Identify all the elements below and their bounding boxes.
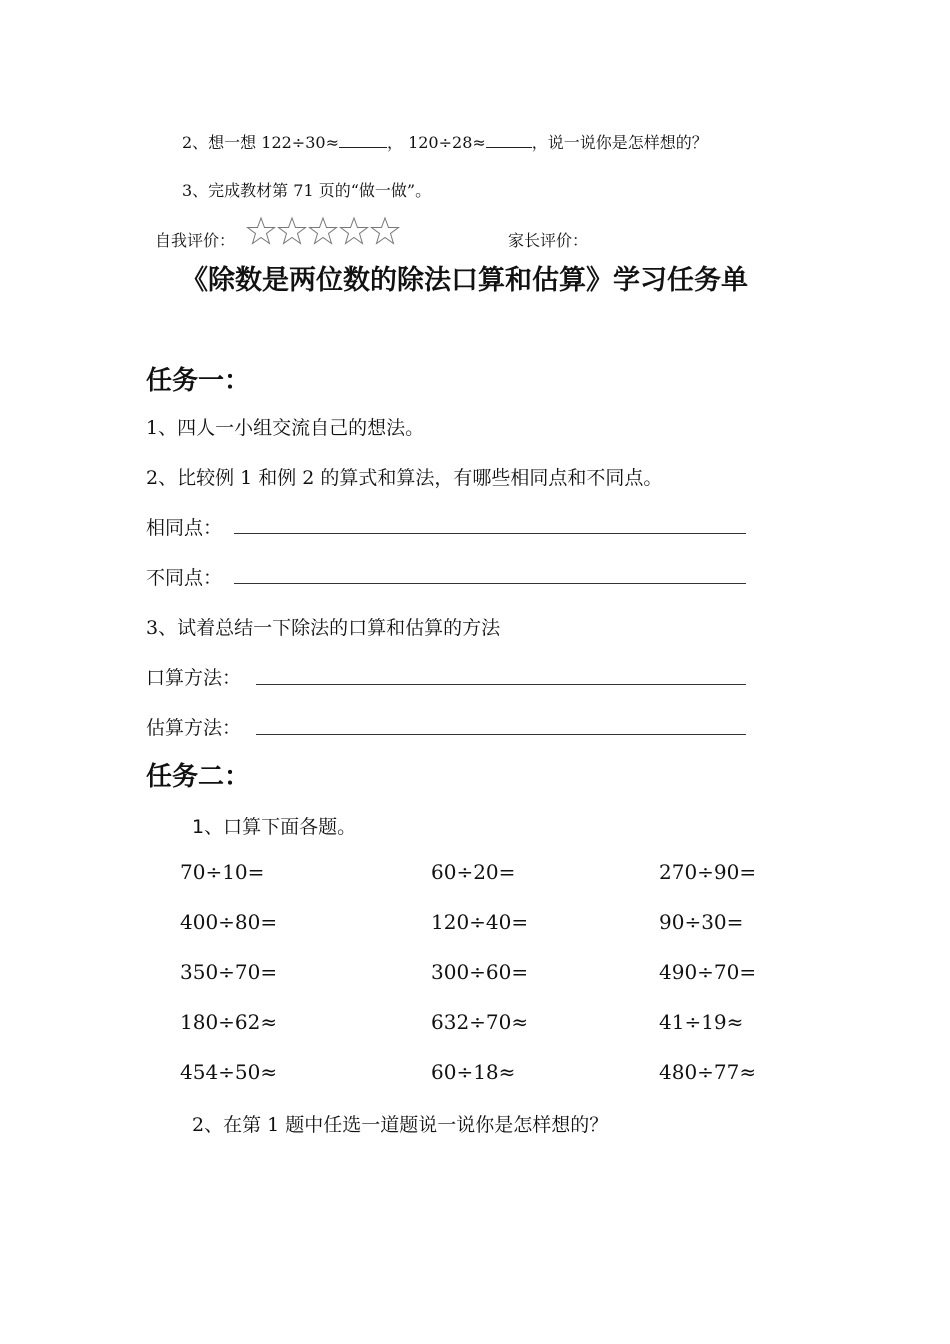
star-icon[interactable]	[370, 216, 400, 246]
mental-method-line[interactable]	[256, 684, 746, 685]
problem-item: 480÷77≈	[659, 1060, 757, 1084]
q2-answer-blank-1[interactable]	[339, 147, 387, 148]
q2-mid: ， 120÷28≈	[386, 133, 486, 152]
problem-item: 180÷62≈	[180, 1010, 278, 1034]
star-icon[interactable]	[246, 216, 276, 246]
q2-answer-blank-2[interactable]	[486, 147, 532, 148]
star-icon[interactable]	[339, 216, 369, 246]
task2-item2: 2、在第 1 题中任选一道题说一说你是怎样想的？	[192, 1114, 609, 1136]
problem-item: 120÷40=	[431, 910, 529, 934]
task1-item1: 1、四人一小组交流自己的想法。	[146, 417, 425, 439]
problem-item: 454÷50≈	[180, 1060, 278, 1084]
problem-item: 350÷70=	[180, 960, 278, 984]
estimate-method-label: 估算方法：	[146, 717, 242, 739]
problem-item: 41÷19≈	[659, 1010, 744, 1034]
task1-heading: 任务一：	[146, 366, 251, 396]
star-icon[interactable]	[277, 216, 307, 246]
problem-item: 90÷30=	[659, 910, 744, 934]
same-answer-line[interactable]	[234, 533, 746, 534]
q2-suffix: ，说一说你是怎样想的？	[531, 133, 708, 152]
estimate-method-line[interactable]	[256, 734, 746, 735]
diff-answer-line[interactable]	[234, 583, 746, 584]
same-label: 相同点：	[146, 517, 223, 539]
problem-item: 632÷70≈	[431, 1010, 529, 1034]
problem-item: 60÷20=	[431, 860, 516, 884]
self-evaluation	[155, 228, 235, 251]
problem-item: 300÷60=	[431, 960, 529, 984]
problem-item: 70÷10=	[180, 860, 265, 884]
star-icon[interactable]	[308, 216, 338, 246]
self-eval-label: 自我评价：	[155, 231, 236, 250]
problem-item: 490÷70=	[659, 960, 757, 984]
page-title: 《除数是两位数的除法口算和估算》学习任务单	[181, 265, 748, 296]
task1-item3: 3、试着总结一下除法的口算和估算的方法	[146, 617, 501, 639]
rating-stars[interactable]	[246, 216, 401, 250]
top-question-2	[182, 130, 708, 153]
top-question-3: 3、完成教材第 71 页的“做一做”。	[182, 181, 432, 200]
q2-prefix: 2、想一想 122÷30≈	[182, 133, 339, 152]
mental-method-label: 口算方法：	[146, 667, 242, 689]
task2-heading: 任务二：	[146, 762, 251, 792]
problem-item: 60÷18≈	[431, 1060, 516, 1084]
task2-item1: 1、口算下面各题。	[192, 816, 357, 838]
problem-item: 400÷80=	[180, 910, 278, 934]
problem-item: 270÷90=	[659, 860, 757, 884]
diff-label: 不同点：	[146, 567, 223, 589]
parent-eval-label: 家长评价：	[508, 231, 589, 250]
task1-item2: 2、比较例 1 和例 2 的算式和算法，有哪些相同点和不同点。	[146, 467, 663, 489]
